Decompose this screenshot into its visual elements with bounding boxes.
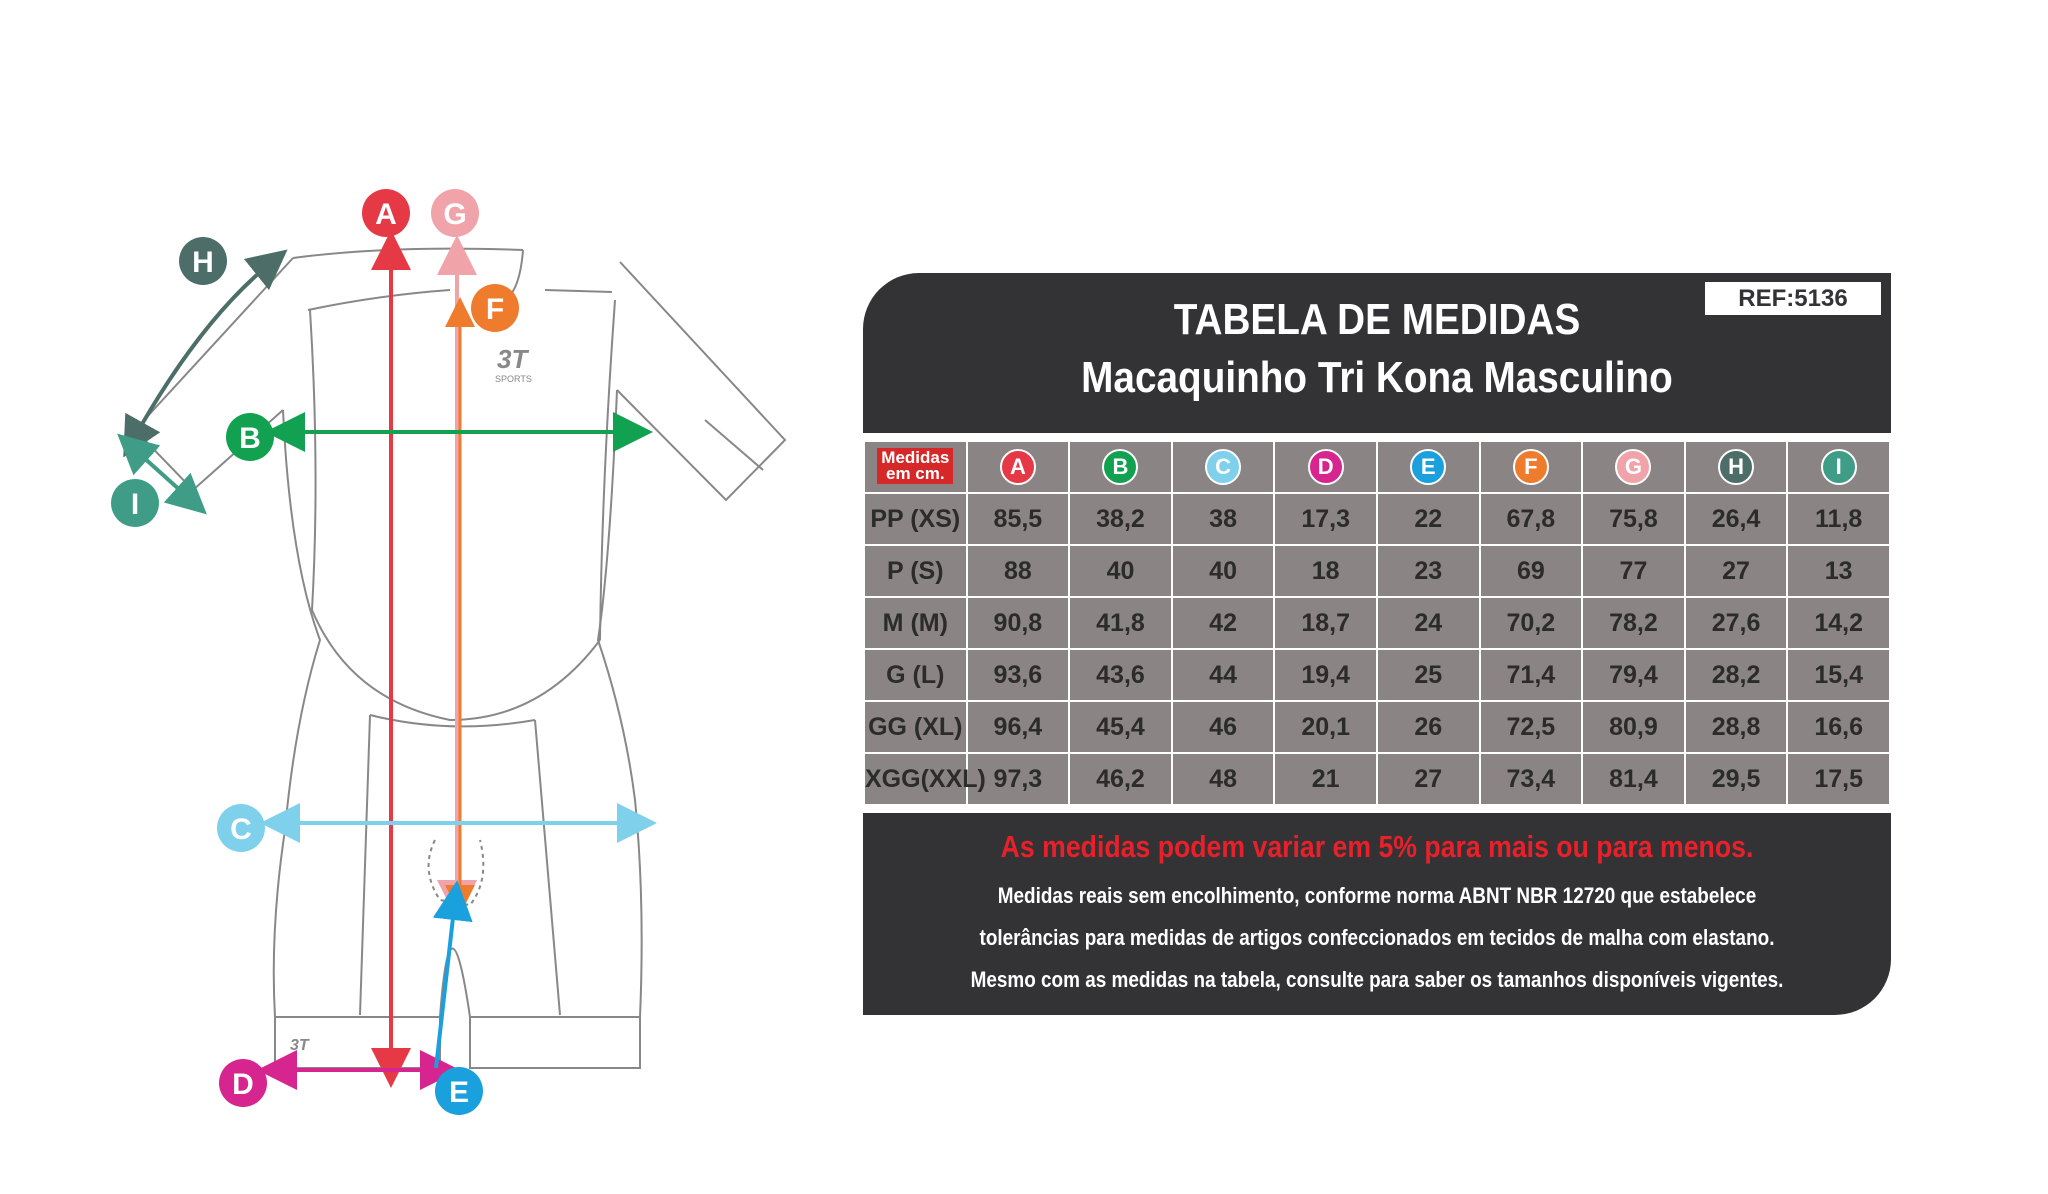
measurement-cell: 18,7 [1274, 597, 1377, 649]
note-line-1: Medidas reais sem encolhimento, conforme norma ABNT NBR 12720 que estabelece [997, 883, 1757, 908]
measurement-cell: 97,3 [967, 753, 1070, 805]
measurement-cell: 15,4 [1787, 649, 1890, 701]
measurement-cell: 69 [1480, 545, 1583, 597]
column-header-f [1480, 441, 1583, 493]
measurement-cell: 16,6 [1787, 701, 1890, 753]
table-header-row [864, 441, 1890, 493]
measurement-cell: 29,5 [1685, 753, 1788, 805]
measurement-cell: 38,2 [1069, 493, 1172, 545]
panel-title: TABELA DE MEDIDAS [1173, 295, 1581, 344]
svg-text:H: H [192, 246, 214, 279]
measurement-cell: 81,4 [1582, 753, 1685, 805]
measurement-cell: 88 [967, 545, 1070, 597]
units-label-line2: em cm. [886, 464, 945, 483]
svg-text:B: B [239, 422, 261, 455]
measurement-cell: 40 [1172, 545, 1275, 597]
measurement-cell: 45,4 [1069, 701, 1172, 753]
measurement-cell: 85,5 [967, 493, 1070, 545]
garment-diagram [0, 0, 860, 1194]
measurement-cell: 22 [1377, 493, 1480, 545]
measurement-cell: 78,2 [1582, 597, 1685, 649]
column-badge: F [1513, 449, 1549, 485]
column-badge: G [1615, 449, 1651, 485]
measurement-cell: 17,3 [1274, 493, 1377, 545]
table-row [864, 493, 1890, 545]
table-row [864, 701, 1890, 753]
column-header-a [967, 441, 1070, 493]
size-label: PP (XS) [864, 493, 967, 545]
svg-text:D: D [232, 1068, 254, 1101]
measurement-cell: 27 [1685, 545, 1788, 597]
measurement-cell: 11,8 [1787, 493, 1890, 545]
measurement-cell: 40 [1069, 545, 1172, 597]
size-table [863, 440, 1891, 806]
units-label-line1: Medidas [881, 448, 950, 467]
measurement-cell: 46,2 [1069, 753, 1172, 805]
badge-d [219, 1059, 267, 1107]
column-badge: E [1410, 449, 1446, 485]
measurement-cell: 96,4 [967, 701, 1070, 753]
measurement-cell: 44 [1172, 649, 1275, 701]
measure-line-e [436, 900, 455, 1068]
measurement-cell: 75,8 [1582, 493, 1685, 545]
badge-h [179, 237, 227, 285]
size-label: XGG(XXL) [864, 753, 967, 805]
column-header-g [1582, 441, 1685, 493]
measurement-cell: 42 [1172, 597, 1275, 649]
measurement-cell: 27 [1377, 753, 1480, 805]
product-name: Macaquinho Tri Kona Masculino [1081, 353, 1673, 402]
measurement-cell: 77 [1582, 545, 1685, 597]
badge-e [435, 1067, 483, 1115]
badge-i [111, 479, 159, 527]
measurement-cell: 25 [1377, 649, 1480, 701]
measurement-cell: 28,8 [1685, 701, 1788, 753]
measurement-cell: 41,8 [1069, 597, 1172, 649]
measurement-cell: 20,1 [1274, 701, 1377, 753]
measurement-cell: 26 [1377, 701, 1480, 753]
measurement-cell: 19,4 [1274, 649, 1377, 701]
measurement-cell: 14,2 [1787, 597, 1890, 649]
measurement-cell: 73,4 [1480, 753, 1583, 805]
column-header-e [1377, 441, 1480, 493]
svg-text:F: F [485, 293, 505, 326]
units-header [864, 441, 967, 493]
column-badge: I [1821, 449, 1857, 485]
column-header-b [1069, 441, 1172, 493]
column-header-d [1274, 441, 1377, 493]
badge-g [431, 189, 479, 237]
size-label: GG (XL) [864, 701, 967, 753]
measurement-cell: 24 [1377, 597, 1480, 649]
svg-text:C: C [230, 813, 252, 846]
svg-text:G: G [443, 198, 467, 231]
measurement-cell: 90,8 [967, 597, 1070, 649]
measurement-cell: 28,2 [1685, 649, 1788, 701]
size-label: P (S) [864, 545, 967, 597]
measurement-cell: 18 [1274, 545, 1377, 597]
measurement-cell: 72,5 [1480, 701, 1583, 753]
reference-code: REF:5136 [1705, 282, 1881, 315]
column-badge: D [1308, 449, 1344, 485]
column-badge: H [1718, 449, 1754, 485]
measurement-cell: 93,6 [967, 649, 1070, 701]
svg-text:I: I [130, 488, 140, 521]
column-badge: C [1205, 449, 1241, 485]
size-label: M (M) [864, 597, 967, 649]
column-header-c [1172, 441, 1275, 493]
svg-text:E: E [448, 1076, 470, 1109]
measurement-cell: 80,9 [1582, 701, 1685, 753]
column-header-h [1685, 441, 1788, 493]
measurement-cell: 13 [1787, 545, 1890, 597]
panel-footer [863, 813, 1891, 1015]
table-row [864, 649, 1890, 701]
measurement-cell: 27,6 [1685, 597, 1788, 649]
measurement-cell: 17,5 [1787, 753, 1890, 805]
badge-b [226, 413, 274, 461]
measurement-cell: 26,4 [1685, 493, 1788, 545]
note-line-3: Mesmo com as medidas na tabela, consulte para saber os tamanhos disponíveis vigentes. [970, 967, 1784, 992]
table-row [864, 597, 1890, 649]
badge-a [362, 189, 410, 237]
measurement-cell: 21 [1274, 753, 1377, 805]
measurement-cell: 71,4 [1480, 649, 1583, 701]
logo-sports: SPORTS [495, 374, 532, 384]
column-badge: B [1102, 449, 1138, 485]
column-header-i [1787, 441, 1890, 493]
measurement-cell: 38 [1172, 493, 1275, 545]
variation-warning: As medidas podem variar em 5% para mais ou para menos. [1000, 829, 1754, 864]
size-chart-panel [863, 273, 1891, 1015]
measurement-cell: 23 [1377, 545, 1480, 597]
measurement-cell: 43,6 [1069, 649, 1172, 701]
measurement-cell: 70,2 [1480, 597, 1583, 649]
svg-text:A: A [375, 198, 397, 231]
measurement-cell: 48 [1172, 753, 1275, 805]
note-line-2: tolerâncias para medidas de artigos confeccionados em tecidos de malha com elastano. [979, 925, 1775, 950]
logo-3t: 3T [497, 344, 528, 374]
badge-f [471, 284, 519, 332]
logo-3t-bottom: 3T [290, 1037, 309, 1054]
size-label: G (L) [864, 649, 967, 701]
panel-header [863, 273, 1891, 433]
column-badge: A [1000, 449, 1036, 485]
measurement-cell: 79,4 [1582, 649, 1685, 701]
table-body [864, 493, 1890, 805]
measurement-cell: 67,8 [1480, 493, 1583, 545]
measurement-cell: 46 [1172, 701, 1275, 753]
table-row [864, 545, 1890, 597]
badge-c [217, 804, 265, 852]
table-row [864, 753, 1890, 805]
units-label [877, 448, 953, 484]
